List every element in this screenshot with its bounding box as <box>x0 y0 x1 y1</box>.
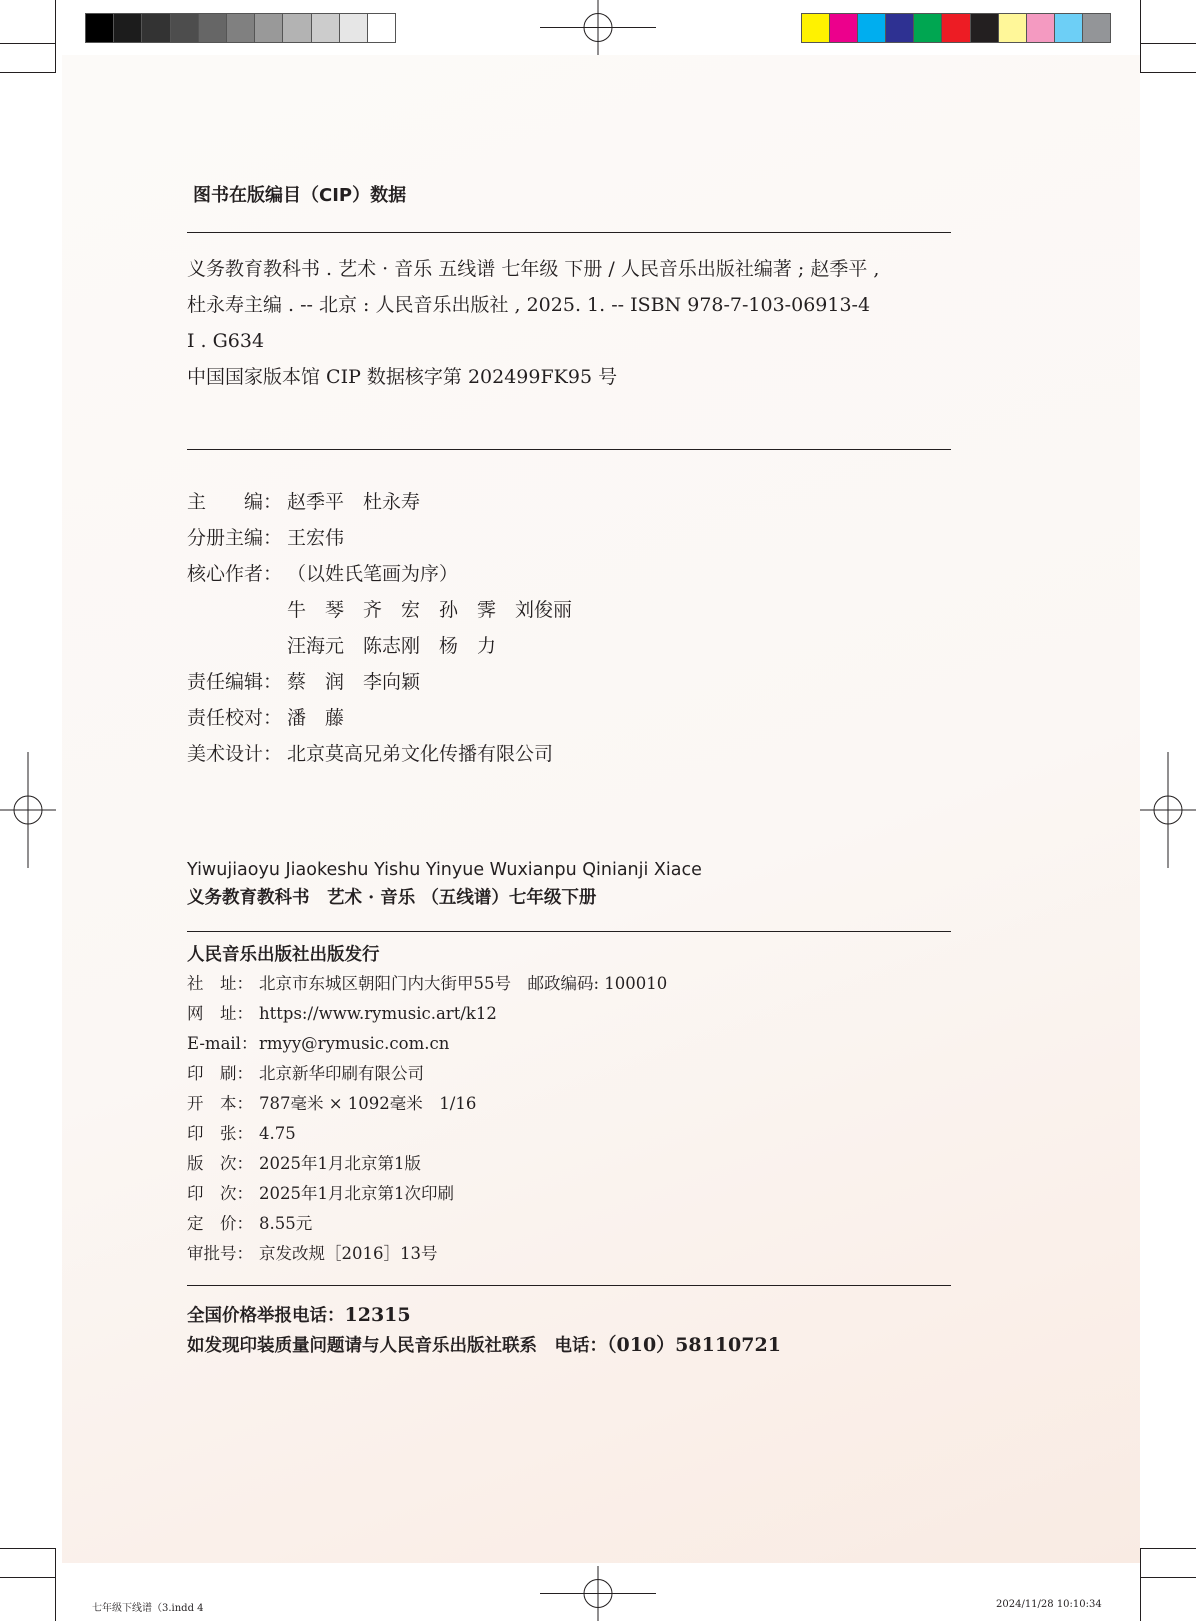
color-patch <box>1055 14 1083 42</box>
cip-top-divider <box>187 232 951 233</box>
publisher-detail-value: 京发改规［2016］13号 <box>259 1244 438 1263</box>
publisher-detail-label: 印 刷： <box>187 1064 253 1083</box>
color-patch <box>830 14 858 42</box>
responsible-editor-label: 责任编辑： <box>187 671 283 693</box>
color-patch <box>1027 14 1055 42</box>
cip-bottom-divider <box>187 449 951 450</box>
registration-mark-top <box>540 0 656 55</box>
color-patch <box>114 14 142 42</box>
slug-filename: 七年级下线谱（3.indd 4 <box>92 1603 204 1614</box>
publisher-detail-value: 北京市东城区朝阳门内大街甲55号 邮政编码: 100010 <box>259 974 668 993</box>
art-design-value: 北京莫高兄弟文化传播有限公司 <box>287 743 554 765</box>
core-authors-note: （以姓氏笔画为序） <box>287 563 459 585</box>
color-patch <box>312 14 340 42</box>
book-title: 义务教育教科书 艺术 · 音乐 （五线谱）七年级下册 <box>187 888 597 908</box>
chief-editor-label: 主 编： <box>187 491 283 513</box>
publisher-detail-label: 定 价： <box>187 1214 253 1233</box>
publisher-detail-label: 社 址： <box>187 974 253 993</box>
color-patch <box>999 14 1027 42</box>
publisher-detail-label: 审批号： <box>187 1244 253 1263</box>
price-report-line <box>187 1303 411 1328</box>
color-patch <box>199 14 227 42</box>
cip-line-4: 中国国家版本馆 CIP 数据核字第 202499FK95 号 <box>187 366 618 388</box>
core-authors-label: 核心作者： <box>187 563 283 585</box>
publisher-detail-value: 北京新华印刷有限公司 <box>259 1064 424 1083</box>
publisher-detail-label: 印 次： <box>187 1184 253 1203</box>
color-patch <box>914 14 942 42</box>
publisher-detail-value: rmyy@rymusic.com.cn <box>259 1034 450 1053</box>
publisher-divider <box>187 1285 951 1286</box>
volume-editor-label: 分册主编： <box>187 527 283 549</box>
color-patch <box>886 14 914 42</box>
publisher-detail-label: 网 址： <box>187 1004 253 1023</box>
publisher-detail-label: 版 次： <box>187 1154 253 1173</box>
color-patch <box>942 14 970 42</box>
publisher-detail-value: 4.75 <box>259 1124 296 1143</box>
grayscale-bar <box>85 13 396 43</box>
color-patch <box>227 14 255 42</box>
publisher-detail-label: 印 张： <box>187 1124 253 1143</box>
color-patch <box>283 14 311 42</box>
color-patch <box>368 14 395 42</box>
publisher-detail-value: 2025年1月北京第1版 <box>259 1154 421 1173</box>
quality-contact-phone: （010）58110721 <box>607 1334 781 1356</box>
publisher-detail-label: 开 本： <box>187 1094 253 1113</box>
color-patch <box>255 14 283 42</box>
cip-line-1: 义务教育教科书 . 艺术 · 音乐 五线谱 七年级 下册 / 人民音乐出版社编著 ; 赵季平 , <box>187 258 880 280</box>
core-authors-names-1: 牛 琴 齐 宏 孙 霁 刘俊丽 <box>287 599 573 621</box>
book-title-pinyin: Yiwujiaoyu Jiaokeshu Yishu Yinyue Wuxianpu Qinianji Xiace <box>187 860 702 880</box>
color-patch <box>1083 14 1110 42</box>
price-report-label: 全国价格举报电话： <box>187 1306 345 1326</box>
color-patch <box>171 14 199 42</box>
core-authors-names-2: 汪海元 陈志刚 杨 力 <box>287 635 497 657</box>
publisher-detail-value: 2025年1月北京第1次印刷 <box>259 1184 454 1203</box>
publisher-name: 人民音乐出版社出版发行 <box>187 945 380 965</box>
book-divider <box>187 931 951 932</box>
cip-heading: 图书在版编目（CIP）数据 <box>193 185 407 206</box>
responsible-editor-value: 蔡 润 李向颖 <box>287 671 421 693</box>
proofreader-value: 潘 藤 <box>287 707 345 729</box>
publisher-detail-value: https://www.rymusic.art/k12 <box>259 1004 497 1023</box>
registration-mark-left <box>0 752 56 868</box>
color-bar <box>801 13 1111 43</box>
slug-timestamp: 2024/11/28 10:10:34 <box>996 1599 1102 1610</box>
chief-editor-value: 赵季平 杜永寿 <box>287 491 421 513</box>
publisher-detail-label: E-mail： <box>187 1034 258 1053</box>
color-patch <box>86 14 114 42</box>
color-patch <box>858 14 886 42</box>
publisher-detail-value: 8.55元 <box>259 1214 313 1233</box>
art-design-label: 美术设计： <box>187 743 283 765</box>
publisher-detail-value: 787毫米 × 1092毫米 1/16 <box>259 1094 477 1113</box>
quality-contact-text: 如发现印装质量问题请与人民音乐出版社联系 电话： <box>187 1336 607 1356</box>
proofreader-label: 责任校对： <box>187 707 283 729</box>
color-patch <box>340 14 368 42</box>
color-patch <box>802 14 830 42</box>
registration-mark-right <box>1140 752 1196 868</box>
color-patch <box>971 14 999 42</box>
color-patch <box>142 14 170 42</box>
registration-mark-bottom <box>540 1566 656 1621</box>
price-report-phone: 12315 <box>344 1304 411 1326</box>
quality-contact-line <box>187 1333 781 1358</box>
volume-editor-value: 王宏伟 <box>287 527 345 549</box>
cip-line-2: 杜永寿主编 . -- 北京 : 人民音乐出版社 , 2025. 1. -- ISBN 978-7-103-06913-4 <box>187 294 871 316</box>
cip-line-3: Ⅰ . G634 <box>187 330 265 352</box>
